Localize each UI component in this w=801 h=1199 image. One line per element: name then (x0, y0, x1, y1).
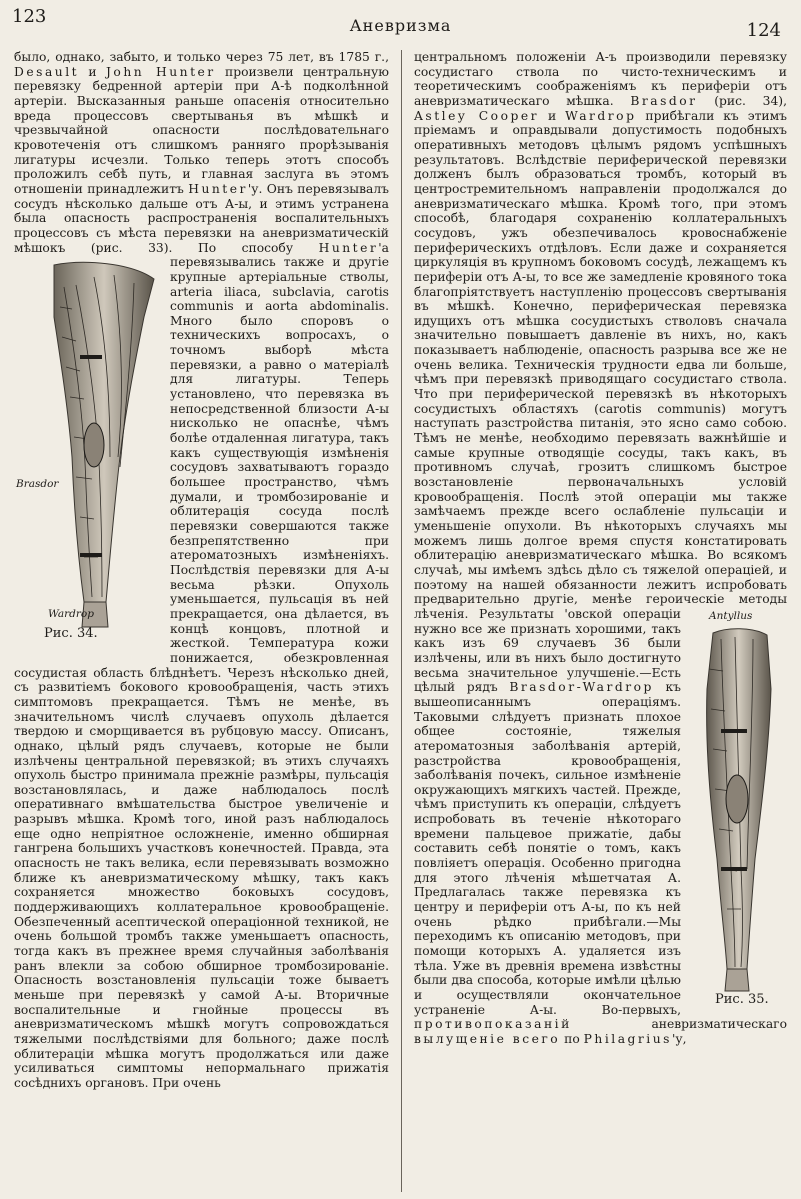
term-contraindications: противопоказаній (414, 1017, 572, 1032)
page-number-right: 124 (746, 20, 781, 41)
caption-fig-35: Рис. 35. (715, 991, 769, 1007)
label-wardrop: Wardrop (48, 608, 94, 621)
label-antyllus: Antyllus (709, 609, 753, 622)
label-brasdor: Brasdor (16, 478, 59, 491)
term-enucleation: вылущеніе всего (414, 1031, 561, 1046)
page-header (0, 6, 801, 42)
page-number-left: 123 (12, 6, 47, 27)
author-hunter: Hunter (188, 181, 248, 196)
author-wardrop: Wardrop (565, 108, 637, 123)
author-desault: Desault (14, 64, 80, 79)
running-title: Аневризма (349, 16, 452, 35)
figure-35 (687, 609, 787, 1011)
arm-artery-illustration (687, 609, 787, 1011)
author-brasdor-wardrop: Brasdor-Wardrop (509, 680, 654, 695)
author-john-hunter: John Hunter (105, 64, 216, 79)
author-brasdor: Brasdor (630, 93, 698, 108)
right-column (414, 50, 787, 1047)
caption-fig-34: Рис. 34. (44, 626, 98, 642)
right-paragraph: центральномъ положеніи А-ъ производили перевязку сосудистаго ствола по чисто-техническимъ и теоретическимъ соображеніямъ къ периферіи отъ аневризматическаго мѣшка. Brasdor (рис. 34), Astley Cooper и Wardrop прибѣгали къ этимъ пріемамъ и оправдывали допустимость подобныхъ оперативныхъ методовъ цѣлымъ рядомъ успѣшныхъ результатовъ. Вслѣдствіе периферической перевязки долженъ былъ образоваться тромбъ, который въ центростремительномъ направленіи продолжался до аневризматическаго мѣшка. Кромѣ того, при этомъ способѣ, благодаря сохраненію коллатеральныхъ сосудовъ, ужъ обезпечивалось кровоснабженіе периферическихъ отдѣловъ. Если даже и сохраняется циркуляція въ крупномъ боковомъ сосудѣ, лежащемъ къ периферіи отъ А-ы, то все же замедленіе кровяного тока благопріятствуетъ наступленію процессовъ свертыванія въ мѣшкѣ. Конечно, периферическая перевязка идущихъ отъ мѣшка сосудистыхъ стволовъ сначала значительно повышаетъ давленіе въ нихъ, но, какъ показываетъ наблюденіе, опасность разрыва все же не очень велика. Техническія трудности едва ли больше, чѣмъ при перевязкѣ приводящаго сосудистаго ствола. Что при периферической перевязкѣ въ нѣкоторыхъ сосудистыхъ областяхъ (carotis communis) могутъ наступать разстройства питанія, это ясно само собою. Тѣмъ не менѣе, необходимо перевязать важнѣйшіе и самые крупные отводящіе сосуды, такъ какъ, въ противномъ случаѣ, грозитъ слишкомъ быстрое возстановленіе первоначальныхъ условій кровообращенія. Послѣ этой операціи мы также замѣчаемъ прежде всего ослабленіе пульсаціи и уменьшеніе опухоли. Въ нѣкоторыхъ случаяхъ мы можемъ лишь долгое время спустя констатировать облитерацію аневризматическаго мѣшка. Во всякомъ случаѣ, мы имѣемъ здѣсь дѣло съ тяжелой операціей, и поэтому на нашей обязанности лежитъ испробовать предварительно другіе, менѣе героическіе методы лѣченія. Результаты Antyllus Рис. 35. 'овской операціи нужно все же признать хорошими, такъ какъ изъ 69 случаевъ 36 были излѣчены, или въ нихъ было достигнуто весьма значительное улучшеніе.—Есть цѣлый рядъ Brasdor-Wardrop къ вышеописаннымъ операціямъ. Таковыми слѣдуетъ признать плохое общее состояніе, тяжелыя атероматозныя заболѣванія артерій, разстройства кровообращенія, заболѣванія почекъ, сильное измѣненіе окружающихъ мягкихъ частей. Прежде, чѣмъ приступить къ операціи, слѣдуетъ испробовать въ теченіе нѣкотораго времени пальцевое прижатіе, дабы составить себѣ понятіе о томъ, какъ повліяетъ операція. Особенно пригодна для этого лѣченія мѣшетчатая А. Предлагалась также перевязка къ центру и периферіи отъ А-ы, по къ ней очень рѣдко прибѣгали.—Мы переходимъ къ описанію методовъ, при помощи которыхъ А. удаляется изъ тѣла. Уже въ древнія времена извѣстны были два способа, которые имѣли цѣлью и осуществляли окончательное устраненіе А-ы. Во-первыхъ, противопоказаній аневризматическаго вылущеніе всего по Philagrius'у, (414, 50, 787, 1046)
left-column (14, 50, 389, 1091)
left-paragraph: было, однако, забыто, и только через 75 лет, въ 1785 г., Desault и John Hunter произвели центральную перевязку бедренной артеріи при А-ѣ подколѣнной артеріи. Высказанныя раньше опасенія относительно вреда процессовъ свертыванья въ мѣшкѣ и чрезвычайной опасности послѣдовательнаго кровотеченія отъ слишкомъ ранняго прорѣзыванія лигатуры исчезли. Только теперь этотъ способъ проложилъ себѣ путь, и главная заслуга въ этомъ отношеніи принадлежитъ Hunter'у. Онъ перевязывалъ сосудъ нѣсколько дальше отъ А-ы, и этимъ устранена была опасность распространенія воспалительныхъ процессовъ съ мѣста перевязки на аневризматическій мѣшокъ (рис. 33). По способу Hunter Brasdor Wardrop Рис. 34. 'а перевязывались также и другіе крупные артеріальные стволы, arteria iliaca, subclavia, carotis communis и aorta abdominalis. Много было споровъ о техническихъ вопросахъ, о точномъ выборѣ мѣста перевязки, а равно о матеріалѣ для лигатуры. Теперь установлено, что перевязка въ непосредственной близости А-ы нисколько не опаснѣе, чѣмъ болѣе отдаленная лигатура, такъ какъ существующія измѣненія сосудовъ захватываютъ гораздо большее пространство, чѣмъ думали, и тромбозированіе и облитерація сосуда послѣ перевязки совершаются также безпрепятственно при атероматозныхъ измѣненіяхъ. Послѣдствія перевязки для А-ы весьма рѣзки. Опухоль уменьшается, пульсація въ ней прекращается, она дѣлается, въ концѣ концовъ, плотной и жесткой. Температура кожи понижается, обезкровленная сосудистая область блѣднѣетъ. Черезъ нѣсколько дней, съ развитіемъ бокового кровообращенія, часть этихъ симптомовъ прекращается. Тѣмъ не менѣе, въ значительномъ числѣ случаевъ опухоль дѣлается твердою и сморщивается въ рубцовую массу. Описанъ, однако, цѣлый рядъ случаевъ, которые не были излѣчены центральной перевязкой; въ этихъ случаяхъ опухоль быстро принимала прежніе размѣры, пульсація возстановлялась, и даже наблюдалось послѣ оперативнаго вмѣшательства быстрое увеличеніе и разрывъ мѣшка. Кромѣ того, иной разъ наблюдалось еще одно непріятное осложненіе, именно обширная гангрена большихъ участковъ конечностей. Правда, эта опасность не такъ велика, если перевязывать возможно ближе къ аневризматическому мѣшку, такъ какъ сохраняется множество боковыхъ сосудовъ, поддерживающихъ коллатеральное кровообращеніе. Обезпеченный асептической операціонной техникой, не очень большой тромбъ также уменьшаетъ опасность, тогда какъ въ прежнее время случайныя заболѣванія ранъ влекли за собою обширное тромбозированіе. Опасность возстановленія пульсаціи тоже бываетъ меньше при перевязкѣ у самой А-ы. Вторичные воспалительные и гнойные процессы въ аневризматическомъ мѣшкѣ могутъ сопровождаться тяжелыми послѣдствіями для больного; даже послѣ облитераціи мѣшка могутъ продолжаться или даже усиливаться симптомы непормальнаго прижатія сосѣднихъ органовъ. При очень (14, 50, 389, 1090)
leg-artery-illustration (14, 257, 164, 649)
author-philagrius: Philagrius (583, 1031, 672, 1046)
figure-34 (14, 257, 164, 649)
author-hunter-2: Hunter (318, 240, 379, 255)
column-divider (401, 50, 402, 1192)
author-astley-cooper: Astley Cooper (414, 108, 539, 123)
